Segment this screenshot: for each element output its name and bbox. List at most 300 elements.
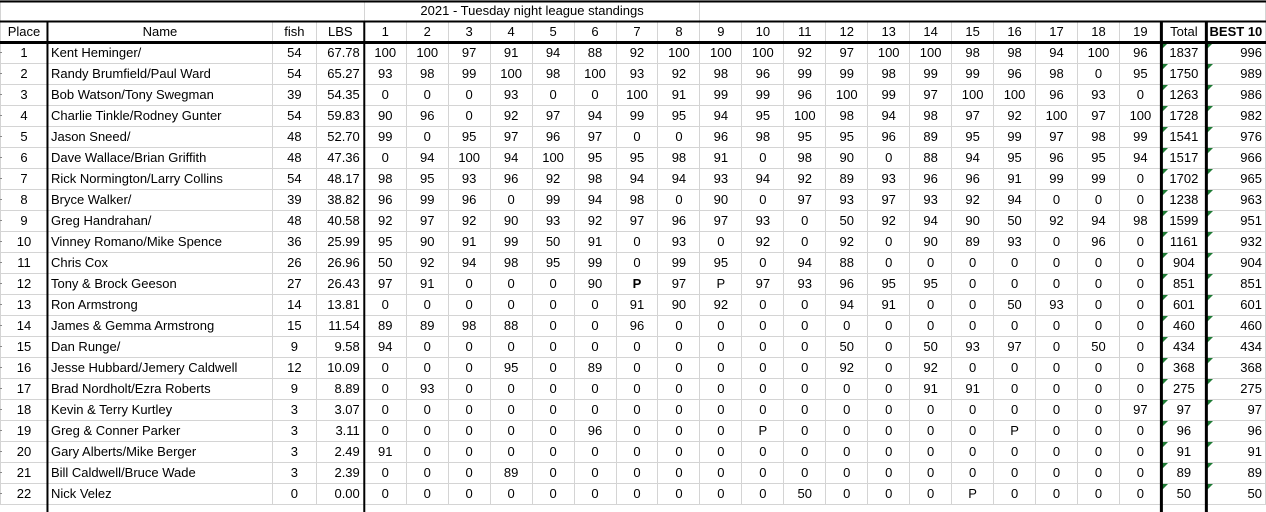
week-score-cell[interactable]: 93 <box>448 169 490 190</box>
week-score-cell[interactable]: 100 <box>448 148 490 169</box>
week-score-cell[interactable]: 93 <box>952 337 994 358</box>
week-score-cell[interactable]: 89 <box>406 316 448 337</box>
week-score-cell[interactable]: 100 <box>742 43 784 64</box>
lbs-cell[interactable]: 67.78 <box>316 43 364 64</box>
fish-cell[interactable]: 54 <box>272 43 316 64</box>
week-score-cell[interactable]: 0 <box>952 274 994 295</box>
week-score-cell[interactable]: 96 <box>700 127 742 148</box>
week-score-cell[interactable]: 94 <box>784 253 826 274</box>
lbs-cell[interactable]: 59.83 <box>316 106 364 127</box>
week-score-cell[interactable]: 100 <box>994 85 1036 106</box>
week-score-cell[interactable]: 0 <box>784 442 826 463</box>
week-score-cell[interactable]: 91 <box>448 232 490 253</box>
week-score-cell[interactable]: 92 <box>574 211 616 232</box>
week-score-cell[interactable]: 90 <box>952 211 994 232</box>
place-cell[interactable]: 4 <box>1 106 48 127</box>
week-score-cell[interactable]: 92 <box>784 43 826 64</box>
week-score-cell[interactable]: 94 <box>1119 148 1161 169</box>
week-score-cell[interactable]: 93 <box>826 190 868 211</box>
week-score-cell[interactable]: 0 <box>532 295 574 316</box>
week-score-cell[interactable]: 0 <box>448 442 490 463</box>
week-score-cell[interactable]: 0 <box>952 295 994 316</box>
week-score-cell[interactable]: 99 <box>616 106 658 127</box>
week-score-cell[interactable]: 0 <box>490 400 532 421</box>
name-cell[interactable]: Jason Sneed/ <box>47 127 272 148</box>
total-cell[interactable]: 904 <box>1161 253 1206 274</box>
week-score-cell[interactable]: 99 <box>1036 169 1078 190</box>
week-score-cell[interactable]: 0 <box>658 421 700 442</box>
week-score-cell[interactable]: 0 <box>952 421 994 442</box>
week-score-cell[interactable]: 0 <box>1036 358 1078 379</box>
week-score-cell[interactable]: 97 <box>574 127 616 148</box>
week-score-cell[interactable]: 93 <box>616 64 658 85</box>
best-ten-cell[interactable]: 434 <box>1206 337 1265 358</box>
week-score-cell[interactable]: 0 <box>910 484 952 505</box>
week-score-cell[interactable]: 97 <box>742 274 784 295</box>
week-score-cell[interactable]: 100 <box>532 148 574 169</box>
week-score-cell[interactable]: 0 <box>532 85 574 106</box>
best-ten-cell[interactable]: 601 <box>1206 295 1265 316</box>
week-score-cell[interactable]: 0 <box>826 484 868 505</box>
fish-cell[interactable]: 54 <box>272 106 316 127</box>
week-score-cell[interactable]: 0 <box>868 484 910 505</box>
week-score-cell[interactable]: 0 <box>574 484 616 505</box>
week-score-cell[interactable]: 0 <box>910 442 952 463</box>
week-score-cell[interactable]: 0 <box>616 379 658 400</box>
best-ten-cell[interactable]: 904 <box>1206 253 1265 274</box>
week-score-cell[interactable]: 96 <box>658 211 700 232</box>
total-cell[interactable]: 460 <box>1161 316 1206 337</box>
name-cell[interactable]: Chris Cox <box>47 253 272 274</box>
week-score-cell[interactable]: P <box>952 484 994 505</box>
week-score-cell[interactable]: 92 <box>910 358 952 379</box>
week-score-cell[interactable]: 0 <box>532 337 574 358</box>
week-score-cell[interactable]: 90 <box>910 232 952 253</box>
week-score-cell[interactable]: 0 <box>616 358 658 379</box>
week-score-cell[interactable]: 50 <box>994 295 1036 316</box>
lbs-cell[interactable]: 8.89 <box>316 379 364 400</box>
lbs-cell[interactable]: 10.09 <box>316 358 364 379</box>
week-score-cell[interactable]: 0 <box>448 379 490 400</box>
week-score-cell[interactable]: 99 <box>784 64 826 85</box>
week-score-cell[interactable]: P <box>994 421 1036 442</box>
place-cell[interactable]: 20 <box>1 442 48 463</box>
column-header[interactable]: 6 <box>574 22 616 43</box>
week-score-cell[interactable]: 0 <box>406 295 448 316</box>
name-cell[interactable]: Greg Handrahan/ <box>47 211 272 232</box>
week-score-cell[interactable]: 95 <box>826 127 868 148</box>
week-score-cell[interactable]: 0 <box>364 379 406 400</box>
week-score-cell[interactable]: 94 <box>574 190 616 211</box>
week-score-cell[interactable]: 0 <box>1077 253 1119 274</box>
week-score-cell[interactable]: 0 <box>784 379 826 400</box>
week-score-cell[interactable]: 50 <box>826 337 868 358</box>
week-score-cell[interactable]: 0 <box>910 295 952 316</box>
best-ten-cell[interactable]: 50 <box>1206 484 1265 505</box>
week-score-cell[interactable]: 0 <box>364 484 406 505</box>
lbs-cell[interactable]: 2.39 <box>316 463 364 484</box>
week-score-cell[interactable]: 0 <box>700 358 742 379</box>
week-score-cell[interactable]: 0 <box>1119 358 1161 379</box>
week-score-cell[interactable]: 0 <box>1036 316 1078 337</box>
total-cell[interactable]: 368 <box>1161 358 1206 379</box>
week-score-cell[interactable]: 0 <box>868 232 910 253</box>
week-score-cell[interactable]: 0 <box>1119 253 1161 274</box>
week-score-cell[interactable]: 0 <box>1119 484 1161 505</box>
week-score-cell[interactable]: 0 <box>1036 379 1078 400</box>
place-cell[interactable]: 2 <box>1 64 48 85</box>
week-score-cell[interactable]: 95 <box>742 106 784 127</box>
week-score-cell[interactable]: 99 <box>868 85 910 106</box>
week-score-cell[interactable]: 89 <box>364 316 406 337</box>
week-score-cell[interactable]: 91 <box>910 379 952 400</box>
week-score-cell[interactable]: 99 <box>532 190 574 211</box>
week-score-cell[interactable]: 95 <box>1119 64 1161 85</box>
week-score-cell[interactable]: 100 <box>1036 106 1078 127</box>
week-score-cell[interactable]: 0 <box>574 337 616 358</box>
column-header[interactable]: LBS <box>316 22 364 43</box>
total-cell[interactable]: 1837 <box>1161 43 1206 64</box>
week-score-cell[interactable]: 100 <box>784 106 826 127</box>
week-score-cell[interactable]: 89 <box>826 169 868 190</box>
lbs-cell[interactable]: 26.96 <box>316 253 364 274</box>
total-cell[interactable]: 1599 <box>1161 211 1206 232</box>
total-cell[interactable]: 91 <box>1161 442 1206 463</box>
week-score-cell[interactable]: 0 <box>868 148 910 169</box>
fish-cell[interactable]: 15 <box>272 316 316 337</box>
lbs-cell[interactable]: 9.58 <box>316 337 364 358</box>
week-score-cell[interactable]: 0 <box>1077 400 1119 421</box>
week-score-cell[interactable]: 0 <box>742 316 784 337</box>
week-score-cell[interactable]: 95 <box>532 253 574 274</box>
week-score-cell[interactable]: 0 <box>1119 442 1161 463</box>
week-score-cell[interactable]: 0 <box>1036 337 1078 358</box>
week-score-cell[interactable]: 0 <box>574 85 616 106</box>
week-score-cell[interactable]: 93 <box>910 190 952 211</box>
week-score-cell[interactable]: 88 <box>910 148 952 169</box>
fish-cell[interactable]: 9 <box>272 337 316 358</box>
fish-cell[interactable]: 12 <box>272 358 316 379</box>
week-score-cell[interactable]: 91 <box>574 232 616 253</box>
week-score-cell[interactable]: 92 <box>784 169 826 190</box>
week-score-cell[interactable]: 92 <box>406 253 448 274</box>
week-score-cell[interactable]: 0 <box>784 316 826 337</box>
week-score-cell[interactable]: 93 <box>490 85 532 106</box>
week-score-cell[interactable]: 96 <box>1077 232 1119 253</box>
week-score-cell[interactable]: 91 <box>868 295 910 316</box>
week-score-cell[interactable]: 0 <box>868 358 910 379</box>
week-score-cell[interactable]: 0 <box>658 190 700 211</box>
week-score-cell[interactable]: 0 <box>700 463 742 484</box>
week-score-cell[interactable]: 92 <box>994 106 1036 127</box>
place-cell[interactable]: 18 <box>1 400 48 421</box>
week-score-cell[interactable]: 0 <box>406 127 448 148</box>
week-score-cell[interactable]: 96 <box>490 169 532 190</box>
week-score-cell[interactable]: 92 <box>826 232 868 253</box>
best-ten-cell[interactable]: 966 <box>1206 148 1265 169</box>
week-score-cell[interactable]: 0 <box>1077 358 1119 379</box>
week-score-cell[interactable]: 0 <box>994 484 1036 505</box>
week-score-cell[interactable]: 98 <box>448 316 490 337</box>
best-ten-cell[interactable]: 91 <box>1206 442 1265 463</box>
week-score-cell[interactable]: 50 <box>364 253 406 274</box>
week-score-cell[interactable]: 0 <box>658 484 700 505</box>
name-cell[interactable]: Kent Heminger/ <box>47 43 272 64</box>
week-score-cell[interactable]: 0 <box>616 421 658 442</box>
week-score-cell[interactable]: 93 <box>994 232 1036 253</box>
week-score-cell[interactable]: 0 <box>574 295 616 316</box>
week-score-cell[interactable]: 0 <box>1119 274 1161 295</box>
week-score-cell[interactable]: 96 <box>574 421 616 442</box>
week-score-cell[interactable]: 0 <box>784 337 826 358</box>
week-score-cell[interactable]: 0 <box>448 337 490 358</box>
week-score-cell[interactable]: 0 <box>1077 274 1119 295</box>
name-cell[interactable]: Dave Wallace/Brian Griffith <box>47 148 272 169</box>
week-score-cell[interactable]: 97 <box>616 211 658 232</box>
week-score-cell[interactable]: 100 <box>616 85 658 106</box>
week-score-cell[interactable]: 93 <box>532 211 574 232</box>
week-score-cell[interactable]: 0 <box>700 484 742 505</box>
week-score-cell[interactable]: 0 <box>1036 442 1078 463</box>
week-score-cell[interactable]: 0 <box>448 274 490 295</box>
week-score-cell[interactable]: 98 <box>490 253 532 274</box>
week-score-cell[interactable]: 97 <box>784 190 826 211</box>
name-cell[interactable]: Tony & Brock Geeson <box>47 274 272 295</box>
column-header[interactable]: 16 <box>994 22 1036 43</box>
column-header[interactable]: BEST 10 <box>1206 22 1265 43</box>
week-score-cell[interactable]: 100 <box>574 64 616 85</box>
week-score-cell[interactable]: 92 <box>448 211 490 232</box>
week-score-cell[interactable]: 0 <box>658 400 700 421</box>
fish-cell[interactable]: 39 <box>272 190 316 211</box>
fish-cell[interactable]: 3 <box>272 421 316 442</box>
week-score-cell[interactable]: 0 <box>448 358 490 379</box>
place-cell[interactable]: 3 <box>1 85 48 106</box>
best-ten-cell[interactable]: 460 <box>1206 316 1265 337</box>
week-score-cell[interactable]: 92 <box>700 295 742 316</box>
week-score-cell[interactable]: 97 <box>994 337 1036 358</box>
week-score-cell[interactable]: 97 <box>910 85 952 106</box>
week-score-cell[interactable]: 98 <box>784 148 826 169</box>
best-ten-cell[interactable]: 965 <box>1206 169 1265 190</box>
week-score-cell[interactable]: 96 <box>1036 85 1078 106</box>
week-score-cell[interactable]: 0 <box>532 316 574 337</box>
week-score-cell[interactable]: 0 <box>364 463 406 484</box>
week-score-cell[interactable]: P <box>742 421 784 442</box>
week-score-cell[interactable]: 50 <box>532 232 574 253</box>
week-score-cell[interactable]: 0 <box>742 253 784 274</box>
week-score-cell[interactable]: 97 <box>364 274 406 295</box>
week-score-cell[interactable]: 0 <box>532 463 574 484</box>
column-header[interactable]: 18 <box>1077 22 1119 43</box>
week-score-cell[interactable]: 95 <box>448 127 490 148</box>
lbs-cell[interactable]: 11.54 <box>316 316 364 337</box>
week-score-cell[interactable]: 0 <box>826 463 868 484</box>
place-cell[interactable]: 13 <box>1 295 48 316</box>
week-score-cell[interactable]: 99 <box>1077 169 1119 190</box>
week-score-cell[interactable]: 0 <box>742 190 784 211</box>
week-score-cell[interactable]: 97 <box>1119 400 1161 421</box>
week-score-cell[interactable]: 0 <box>490 442 532 463</box>
week-score-cell[interactable]: 95 <box>406 169 448 190</box>
week-score-cell[interactable]: 0 <box>1119 295 1161 316</box>
week-score-cell[interactable]: 98 <box>994 43 1036 64</box>
place-cell[interactable]: 21 <box>1 463 48 484</box>
week-score-cell[interactable]: 97 <box>490 127 532 148</box>
best-ten-cell[interactable]: 368 <box>1206 358 1265 379</box>
week-score-cell[interactable]: 0 <box>616 232 658 253</box>
week-score-cell[interactable]: 97 <box>406 211 448 232</box>
week-score-cell[interactable]: 89 <box>574 358 616 379</box>
week-score-cell[interactable]: 95 <box>868 274 910 295</box>
week-score-cell[interactable]: 0 <box>784 232 826 253</box>
week-score-cell[interactable]: 0 <box>1119 337 1161 358</box>
week-score-cell[interactable]: 97 <box>700 211 742 232</box>
place-cell[interactable]: 15 <box>1 337 48 358</box>
week-score-cell[interactable]: 0 <box>868 337 910 358</box>
column-header[interactable]: 13 <box>868 22 910 43</box>
total-cell[interactable]: 1728 <box>1161 106 1206 127</box>
fish-cell[interactable]: 54 <box>272 169 316 190</box>
week-score-cell[interactable]: 0 <box>742 358 784 379</box>
week-score-cell[interactable]: 99 <box>448 64 490 85</box>
week-score-cell[interactable]: 95 <box>952 127 994 148</box>
week-score-cell[interactable]: 88 <box>574 43 616 64</box>
week-score-cell[interactable]: 92 <box>826 358 868 379</box>
week-score-cell[interactable]: 0 <box>490 337 532 358</box>
total-cell[interactable]: 1750 <box>1161 64 1206 85</box>
fish-cell[interactable]: 48 <box>272 148 316 169</box>
week-score-cell[interactable]: 90 <box>364 106 406 127</box>
column-header[interactable]: 4 <box>490 22 532 43</box>
week-score-cell[interactable]: 92 <box>490 106 532 127</box>
name-cell[interactable]: Randy Brumfield/Paul Ward <box>47 64 272 85</box>
lbs-cell[interactable]: 13.81 <box>316 295 364 316</box>
week-score-cell[interactable]: 96 <box>616 316 658 337</box>
week-score-cell[interactable]: 91 <box>616 295 658 316</box>
week-score-cell[interactable]: 0 <box>448 463 490 484</box>
sheet-title[interactable]: 2021 - Tuesday night league standings <box>364 1 700 22</box>
week-score-cell[interactable]: 94 <box>1077 211 1119 232</box>
week-score-cell[interactable]: 89 <box>952 232 994 253</box>
week-score-cell[interactable]: 100 <box>406 43 448 64</box>
name-cell[interactable]: Vinney Romano/Mike Spence <box>47 232 272 253</box>
week-score-cell[interactable]: 97 <box>868 190 910 211</box>
name-cell[interactable]: James & Gemma Armstrong <box>47 316 272 337</box>
week-score-cell[interactable]: 98 <box>1077 127 1119 148</box>
week-score-cell[interactable]: 0 <box>1077 190 1119 211</box>
name-cell[interactable]: Rick Normington/Larry Collins <box>47 169 272 190</box>
week-score-cell[interactable]: 97 <box>1077 106 1119 127</box>
week-score-cell[interactable]: 99 <box>574 253 616 274</box>
total-cell[interactable]: 1238 <box>1161 190 1206 211</box>
name-cell[interactable]: Bill Caldwell/Bruce Wade <box>47 463 272 484</box>
week-score-cell[interactable]: 100 <box>826 85 868 106</box>
fish-cell[interactable]: 27 <box>272 274 316 295</box>
week-score-cell[interactable]: 96 <box>868 127 910 148</box>
week-score-cell[interactable]: 0 <box>406 484 448 505</box>
week-score-cell[interactable]: 0 <box>1119 190 1161 211</box>
fish-cell[interactable]: 54 <box>272 64 316 85</box>
week-score-cell[interactable]: 90 <box>700 190 742 211</box>
week-score-cell[interactable]: 0 <box>700 421 742 442</box>
week-score-cell[interactable]: 95 <box>616 148 658 169</box>
week-score-cell[interactable]: 0 <box>658 316 700 337</box>
week-score-cell[interactable]: 0 <box>616 484 658 505</box>
week-score-cell[interactable]: 96 <box>784 85 826 106</box>
week-score-cell[interactable]: 96 <box>406 106 448 127</box>
week-score-cell[interactable]: 0 <box>952 316 994 337</box>
week-score-cell[interactable]: 0 <box>1036 232 1078 253</box>
week-score-cell[interactable]: 0 <box>532 442 574 463</box>
week-score-cell[interactable]: 50 <box>910 337 952 358</box>
name-cell[interactable]: Ron Armstrong <box>47 295 272 316</box>
fish-cell[interactable]: 36 <box>272 232 316 253</box>
week-score-cell[interactable]: 100 <box>364 43 406 64</box>
week-score-cell[interactable]: 90 <box>826 148 868 169</box>
week-score-cell[interactable]: 0 <box>784 463 826 484</box>
week-score-cell[interactable]: 0 <box>490 421 532 442</box>
week-score-cell[interactable]: 0 <box>532 484 574 505</box>
week-score-cell[interactable]: 99 <box>910 64 952 85</box>
week-score-cell[interactable]: 0 <box>448 106 490 127</box>
place-cell[interactable]: 7 <box>1 169 48 190</box>
lbs-cell[interactable]: 47.36 <box>316 148 364 169</box>
column-header[interactable]: 15 <box>952 22 994 43</box>
week-score-cell[interactable]: 0 <box>994 463 1036 484</box>
week-score-cell[interactable]: 98 <box>1119 211 1161 232</box>
week-score-cell[interactable]: 95 <box>994 148 1036 169</box>
week-score-cell[interactable]: 0 <box>826 379 868 400</box>
week-score-cell[interactable]: 94 <box>616 169 658 190</box>
week-score-cell[interactable]: 94 <box>868 106 910 127</box>
week-score-cell[interactable]: 50 <box>1077 337 1119 358</box>
week-score-cell[interactable]: 92 <box>1036 211 1078 232</box>
week-score-cell[interactable]: 0 <box>952 463 994 484</box>
week-score-cell[interactable]: 0 <box>616 253 658 274</box>
week-score-cell[interactable]: 0 <box>1077 316 1119 337</box>
week-score-cell[interactable]: 97 <box>448 43 490 64</box>
week-score-cell[interactable]: 50 <box>826 211 868 232</box>
week-score-cell[interactable]: 99 <box>1119 127 1161 148</box>
week-score-cell[interactable]: 0 <box>364 85 406 106</box>
week-score-cell[interactable]: 0 <box>658 379 700 400</box>
fish-cell[interactable]: 9 <box>272 379 316 400</box>
week-score-cell[interactable]: 97 <box>1036 127 1078 148</box>
column-header[interactable]: 14 <box>910 22 952 43</box>
place-cell[interactable]: 14 <box>1 316 48 337</box>
week-score-cell[interactable]: 0 <box>448 85 490 106</box>
lbs-cell[interactable]: 54.35 <box>316 85 364 106</box>
week-score-cell[interactable]: 99 <box>406 190 448 211</box>
fish-cell[interactable]: 48 <box>272 127 316 148</box>
week-score-cell[interactable]: 0 <box>406 85 448 106</box>
week-score-cell[interactable]: 0 <box>910 463 952 484</box>
week-score-cell[interactable]: 93 <box>1036 295 1078 316</box>
week-score-cell[interactable]: 0 <box>742 337 784 358</box>
week-score-cell[interactable]: P <box>616 274 658 295</box>
column-header[interactable]: 7 <box>616 22 658 43</box>
week-score-cell[interactable]: 0 <box>910 316 952 337</box>
lbs-cell[interactable]: 65.27 <box>316 64 364 85</box>
lbs-cell[interactable]: 48.17 <box>316 169 364 190</box>
week-score-cell[interactable]: 95 <box>700 253 742 274</box>
name-cell[interactable]: Nick Velez <box>47 484 272 505</box>
week-score-cell[interactable]: 0 <box>1036 484 1078 505</box>
week-score-cell[interactable]: 0 <box>1036 274 1078 295</box>
best-ten-cell[interactable]: 932 <box>1206 232 1265 253</box>
week-score-cell[interactable]: 0 <box>700 379 742 400</box>
